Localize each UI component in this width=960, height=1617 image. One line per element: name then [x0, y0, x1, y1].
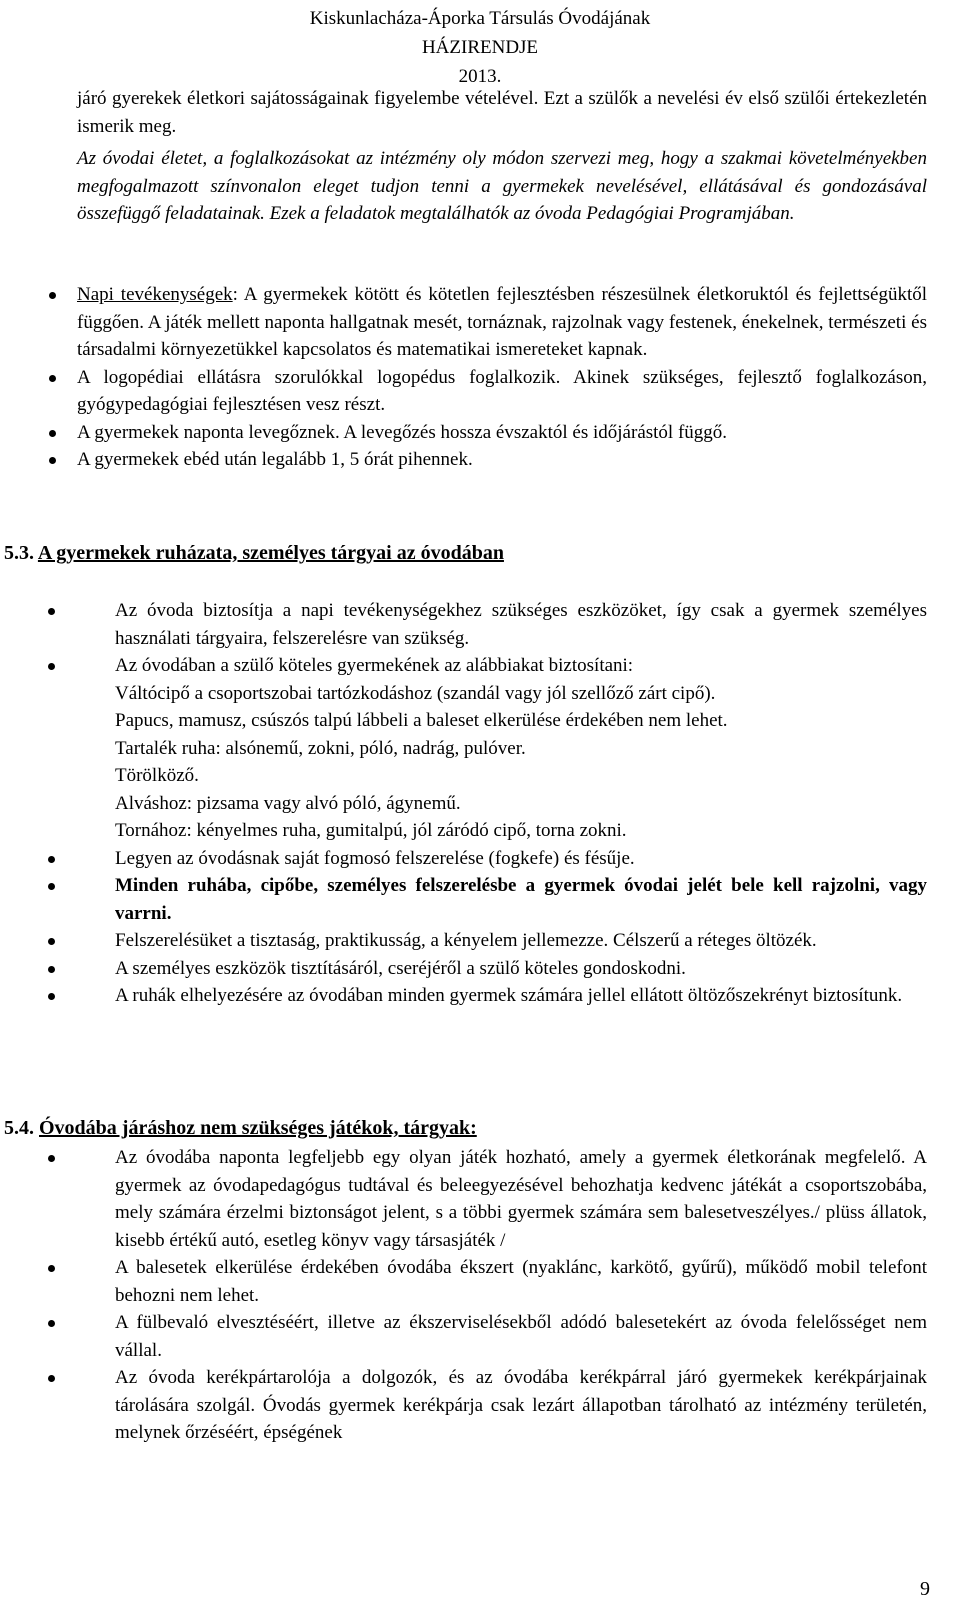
header-year: 2013.: [458, 66, 502, 87]
section-heading-5-4: [4, 1114, 477, 1142]
list-item: A ruhák elhelyezésére az óvodában minden gyermek számára jellel ellátott öltözőszekrényt biztosítunk.: [115, 982, 927, 1010]
clothing-list: [115, 597, 927, 1010]
header-org: Kiskunlacháza-Áporka Társulás Óvodájának: [309, 8, 651, 29]
required-item: Törölköző.: [115, 765, 199, 786]
required-item: Alváshoz: pizsama vagy alvó póló, ágynemű.: [115, 792, 461, 814]
list-item: Az óvoda biztosítja a napi tevékenységekhez szükséges eszközöket, így csak a gyermek személyes használati tárgyaira, felszerelésre van szükség.: [115, 597, 927, 652]
required-item: Tornához: kényelmes ruha, gumitalpú, jól záródó cipő, torna zokni.: [115, 820, 627, 841]
list-item: [77, 281, 927, 364]
section-heading-5-3: [4, 539, 504, 567]
required-items-intro: Az óvodában a szülő köteles gyermekének az alábbiakat biztosítani:: [115, 655, 634, 676]
list-item: Legyen az óvodásnak saját fogmosó felszerelése (fogkefe) és fésűje.: [115, 845, 927, 873]
list-item: Minden ruhába, cipőbe, személyes felszerelésbe a gyermek óvodai jelét bele kell rajzolni, vagy varrni.: [115, 872, 927, 927]
section-number: 5.4.: [4, 1117, 34, 1139]
list-item: Az óvodába naponta legfeljebb egy olyan játék hozható, amely a gyermek életkorának megfelelő. A gyermek az óvodapedagógus tudtával és beleegyezésével behozhatja kedvenc játékát a csoportszobába, mely számára érzelmi biztonságot jelent, s a többi gyermek számára sem balesetveszélyes./ plüss állatok, kisebb értékű autó, esetleg könyv vagy társasjáték /: [115, 1144, 927, 1254]
intro-paragraph: járó gyerekek életkori sajátosságainak figyelembe vételével. Ezt a szülők a nevelési év első szülői értekezletén ismerik meg.: [77, 88, 927, 137]
list-item: A gyermekek ebéd után legalább 1, 5 órát pihennek.: [77, 446, 927, 474]
list-item: Az óvoda kerékpártarolója a dolgozók, és az óvodába kerékpárral járó gyermekek kerékpárjainak tárolására szolgál. Óvodás gyermek kerékpárja csak lezárt állapotban tárolható az intézmény területén, melynek őrzéséért, épségének: [115, 1364, 927, 1447]
required-item: Váltócipő a csoportszobai tartózkodáshoz (szandál vagy jól szellőző zárt cipő).: [115, 682, 716, 704]
list-item: A személyes eszközök tisztításáról, cseréjéről a szülő köteles gondoskodni.: [115, 955, 927, 983]
activities-title: Napi tevékenységek: [77, 284, 233, 305]
list-item: [115, 652, 927, 845]
list-item: Felszerelésüket a tisztaság, praktikusság, a kényelem jellemezze. Célszerű a réteges öltözék.: [115, 927, 927, 955]
section-title: Óvodába járáshoz nem szükséges játékok, tárgyak:: [39, 1117, 477, 1139]
italic-paragraph: Az óvodai életet, a foglalkozásokat az intézmény oly módon szervezi meg, hogy a szakmai követelményekben megfogalmazott színvonalon eleget tudjon tenni a gyermekek nevelésével, ellátásával és gondozásával összefüggő feladatainak. Ezek a feladatok megtalálhatók az óvoda Pedagógiai Programjában.: [77, 148, 927, 224]
page-header: [0, 4, 960, 91]
page-number: 9: [920, 1578, 930, 1600]
list-item: A balesetek elkerülése érdekében óvodába ékszert (nyaklánc, karkötő, gyűrű), működő mobil telefont behozni nem lehet.: [115, 1254, 927, 1309]
required-item: Tartalék ruha: alsónemű, zokni, póló, nadrág, pulóver.: [115, 737, 526, 759]
toys-list: [115, 1144, 927, 1447]
header-doc-title: HÁZIRENDJE: [421, 37, 539, 58]
required-item: Papucs, mamusz, csúszós talpú lábbeli a baleset elkerülése érdekében nem lehet.: [115, 710, 728, 731]
list-item: A fülbevaló elvesztéséért, illetve az ékszerviselésekből adódó balesetekért az óvoda felelősséget nem vállal.: [115, 1309, 927, 1364]
section-title: A gyermekek ruházata, személyes tárgyai az óvodában: [37, 542, 504, 564]
section-number: 5.3.: [4, 542, 34, 564]
activities-text: : A gyermekek kötött és kötetlen fejlesztésben részesülnek életkoruktól és fejlettségüktől függően. A játék mellett naponta hallgatnak mesét, tornáznak, rajzolnak vagy festenek, énekelnek, természeti és társadalmi környezetükkel kapcsolatos és matematikai ismereteket kapnak.: [77, 284, 927, 360]
list-item: A logopédiai ellátásra szorulókkal logopédus foglalkozik. Akinek szükséges, fejlesztő foglalkozáson, gyógypedagógiai fejlesztésen vesz részt.: [77, 364, 927, 419]
daily-activities-list: [77, 281, 927, 474]
list-item: A gyermekek naponta levegőznek. A levegőzés hossza évszaktól és időjárástól függő.: [77, 419, 927, 447]
